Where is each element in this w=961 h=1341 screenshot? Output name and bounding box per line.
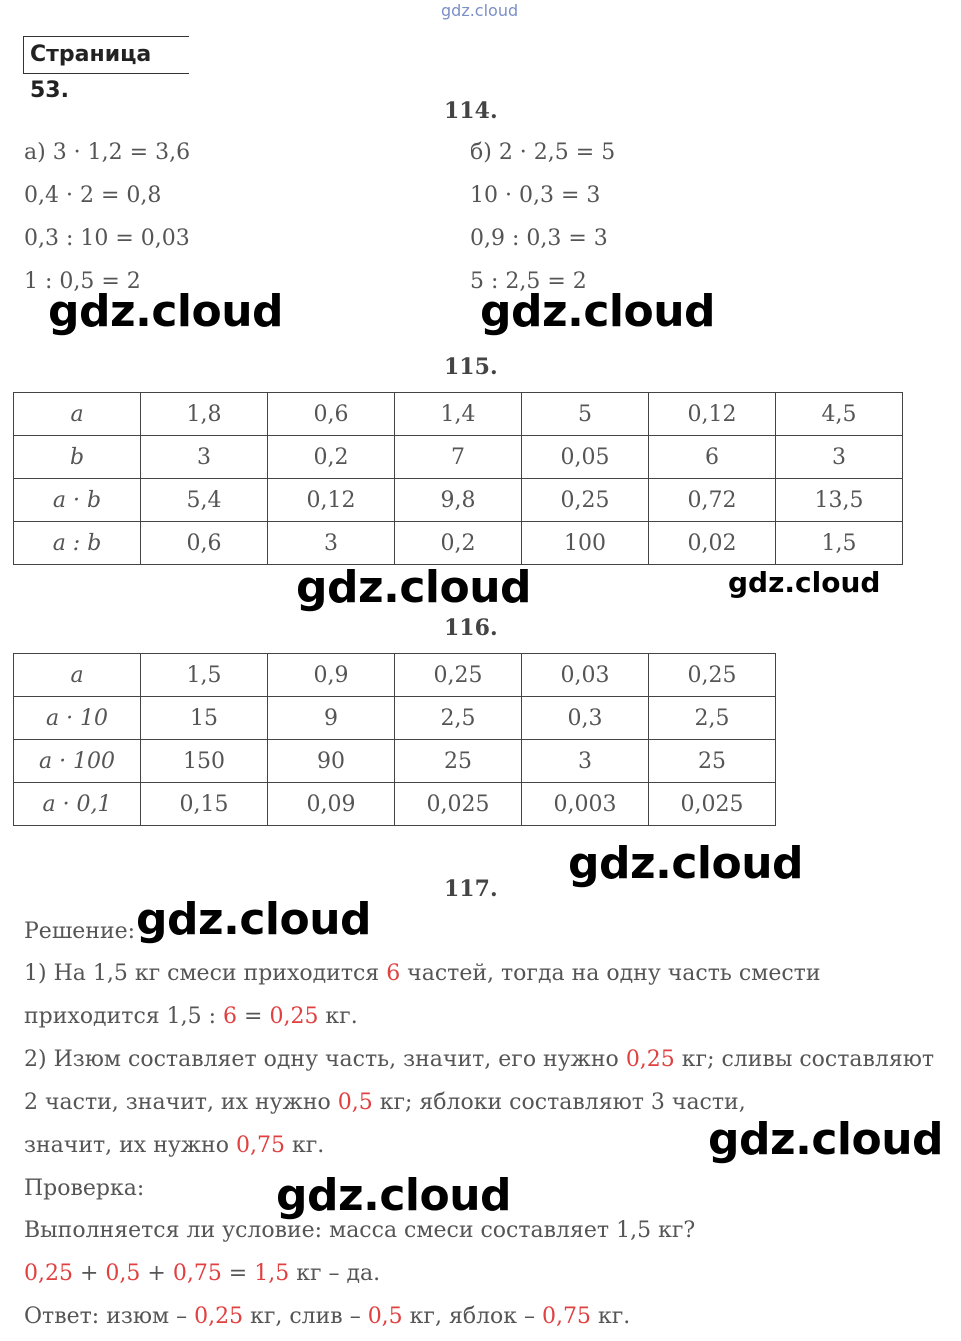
table-cell: a · 0,1 — [14, 783, 141, 826]
table-cell: 4,5 — [776, 393, 903, 436]
exercise-115-number: 115. — [444, 354, 498, 380]
table-cell: a : b — [14, 522, 141, 565]
watermark-top: gdz.cloud — [441, 1, 519, 20]
watermark: gdz.cloud — [136, 894, 372, 945]
table-cell: 5 — [522, 393, 649, 436]
exercise-116-number: 116. — [444, 615, 498, 641]
table-cell: a · 100 — [14, 740, 141, 783]
table-row — [14, 783, 776, 826]
watermark: gdz.cloud — [296, 562, 532, 613]
table-cell: 7 — [395, 436, 522, 479]
answer-line: Ответ: изюм – 0,25 кг, слив – 0,5 кг, яблок – 0,75 кг. — [24, 1304, 631, 1329]
table-cell: b — [14, 436, 141, 479]
table-cell: 1,4 — [395, 393, 522, 436]
table-cell: 0,25 — [395, 654, 522, 697]
table-cell: 0,2 — [268, 436, 395, 479]
check-label: Проверка: — [24, 1176, 145, 1201]
table-cell: a — [14, 393, 141, 436]
ex114-left-4: 1 : 0,5 = 2 — [24, 269, 141, 294]
table-row — [14, 479, 903, 522]
table-row — [14, 740, 776, 783]
table-cell: 1,8 — [141, 393, 268, 436]
table-cell: 0,6 — [268, 393, 395, 436]
table-cell: 90 — [268, 740, 395, 783]
table-row — [14, 654, 776, 697]
solution-line-5: значит, их нужно 0,75 кг. — [24, 1133, 325, 1158]
solution-line-3: 2) Изюм составляет одну часть, значит, его нужно 0,25 кг; сливы составляют — [24, 1047, 935, 1072]
table-cell: 15 — [141, 697, 268, 740]
table-115 — [13, 392, 903, 565]
ex114-left-1: а) 3 · 1,2 = 3,6 — [24, 140, 191, 165]
exercise-114-number: 114. — [444, 98, 498, 124]
table-cell: 3 — [268, 522, 395, 565]
table-row — [14, 393, 903, 436]
table-row — [14, 522, 903, 565]
table-row — [14, 436, 903, 479]
table-cell: 3 — [141, 436, 268, 479]
table-cell: 0,025 — [395, 783, 522, 826]
table-cell: 0,12 — [649, 393, 776, 436]
watermark: gdz.cloud — [568, 838, 804, 889]
table-cell: 2,5 — [395, 697, 522, 740]
watermark: gdz.cloud — [728, 566, 881, 599]
table-cell: a · b — [14, 479, 141, 522]
table-cell: 2,5 — [649, 697, 776, 740]
table-cell: 100 — [522, 522, 649, 565]
watermark: gdz.cloud — [480, 286, 716, 337]
table-cell: a — [14, 654, 141, 697]
table-cell: 25 — [649, 740, 776, 783]
watermark: gdz.cloud — [708, 1114, 944, 1165]
table-cell: 5,4 — [141, 479, 268, 522]
table-cell: 1,5 — [141, 654, 268, 697]
table-cell: 25 — [395, 740, 522, 783]
watermark: gdz.cloud — [48, 286, 284, 337]
table-cell: 0,25 — [522, 479, 649, 522]
solution-line-1: 1) На 1,5 кг смеси приходится 6 частей, тогда на одну часть смести — [24, 961, 821, 986]
table-cell: 0,9 — [268, 654, 395, 697]
table-cell: 6 — [649, 436, 776, 479]
table-cell: 0,72 — [649, 479, 776, 522]
ex114-right-4: 5 : 2,5 = 2 — [470, 269, 587, 294]
table-cell: 9 — [268, 697, 395, 740]
page-label: Страница 53. — [23, 36, 189, 74]
table-cell: 13,5 — [776, 479, 903, 522]
solution-line-4: 2 части, значит, их нужно 0,5 кг; яблоки составляют 3 части, — [24, 1090, 746, 1115]
ex114-right-3: 0,9 : 0,3 = 3 — [470, 226, 608, 251]
table-cell: 150 — [141, 740, 268, 783]
table-116 — [13, 653, 776, 826]
table-cell: 0,25 — [649, 654, 776, 697]
table-cell: 0,02 — [649, 522, 776, 565]
table-cell: 0,12 — [268, 479, 395, 522]
table-cell: 3 — [776, 436, 903, 479]
watermark: gdz.cloud — [276, 1170, 512, 1221]
table-cell: 0,09 — [268, 783, 395, 826]
exercise-117-number: 117. — [444, 876, 498, 902]
solution-label: Решение: — [24, 919, 136, 944]
ex114-right-1: б) 2 · 2,5 = 5 — [470, 140, 616, 165]
table-cell: 9,8 — [395, 479, 522, 522]
ex114-left-2: 0,4 · 2 = 0,8 — [24, 183, 162, 208]
table-cell: 0,05 — [522, 436, 649, 479]
table-row — [14, 697, 776, 740]
table-cell: 0,15 — [141, 783, 268, 826]
ex114-left-3: 0,3 : 10 = 0,03 — [24, 226, 190, 251]
solution-line-2: приходится 1,5 : 6 = 0,25 кг. — [24, 1004, 358, 1029]
ex114-right-2: 10 · 0,3 = 3 — [470, 183, 601, 208]
table-cell: 0,03 — [522, 654, 649, 697]
check-line-2: 0,25 + 0,5 + 0,75 = 1,5 кг – да. — [24, 1261, 381, 1286]
table-cell: 1,5 — [776, 522, 903, 565]
table-cell: 0,003 — [522, 783, 649, 826]
table-cell: 3 — [522, 740, 649, 783]
table-cell: 0,025 — [649, 783, 776, 826]
check-line-1: Выполняется ли условие: масса смеси составляет 1,5 кг? — [24, 1218, 696, 1243]
table-cell: 0,2 — [395, 522, 522, 565]
table-cell: 0,6 — [141, 522, 268, 565]
table-cell: a · 10 — [14, 697, 141, 740]
table-cell: 0,3 — [522, 697, 649, 740]
